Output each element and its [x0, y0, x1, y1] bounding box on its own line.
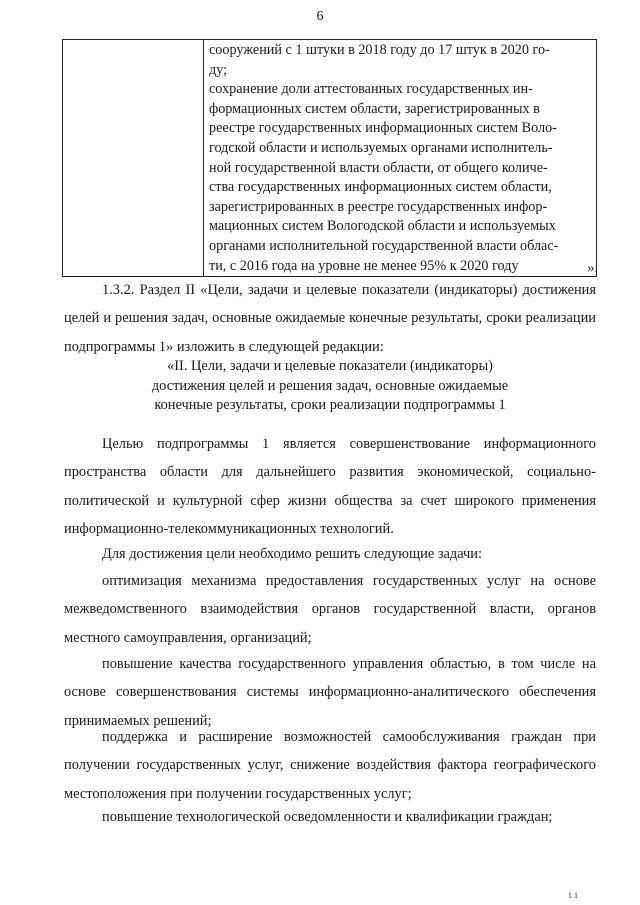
- amendment-paragraph: 1.3.2. Раздел II «Цели, задачи и целевые показатели (индикаторы) достижения целей и решения задач, основные ожидаемые конечные результаты, сроки реализации подпрограммы 1» изложить в следующей редакции:: [64, 282, 596, 355]
- table-cell-right-text: сооружений с 1 штуки в 2018 году до 17 штук в 2020 го- ду; сохранение доли аттестованных государственных ин- формационных систем области, зарегистрированных в реестре государственных информационных систем Воло- годской области и используемых органами исполнитель- ной государственной власти области, от общего количе- ства государственных информационных систем области, зарегистрированных в реестре государственных инфор- мационных систем Вологодской области и используемых органами исполнительной государственной власти облас- ти, с 2016 года на уровне не менее 95% к 2020 году: [209, 42, 559, 274]
- task-item-1: оптимизация механизма предоставления государственных услуг на основе межведомственного взаимодействия органов государственной власти, органов местного самоуправления, организаций;: [64, 573, 596, 646]
- table-row: [63, 40, 597, 277]
- section-title: «II. Цели, задачи и целевые показатели (индикаторы) достижения целей и решения задач, основные ожидаемые конечные результаты, сроки реализации подпрограммы 1: [151, 358, 509, 413]
- tasks-intro: Для достижения цели необходимо решить следующие задачи:: [102, 546, 482, 562]
- corner-mark: 1 1: [568, 891, 578, 900]
- table-cell-left: [63, 40, 204, 277]
- table-cell-left-text: [63, 40, 203, 41]
- task-item-3: поддержка и расширение возможностей самообслуживания граждан при получении государственных услуг, снижение воздействия фактора географического местоположения при получении государственных услуг;: [64, 729, 596, 802]
- task-item-2: повышение качества государственного управления областью, в том числе на основе совершенствования системы информационно-аналитического обеспечения принимаемых решений;: [64, 656, 596, 729]
- closing-quote: ».: [587, 260, 598, 276]
- task-item-4: повышение технологической осведомленности и квалификации граждан;: [102, 809, 553, 825]
- table-cell-right: [204, 40, 597, 277]
- indicators-table-fragment: [62, 39, 597, 277]
- goal-paragraph: Целью подпрограммы 1 является совершенствование информационного пространства области для дальнейшего развития экономической, социально-политической и культурной сфер жизни общества за счет широкого применения информационно-телекоммуникационных технологий.: [64, 436, 596, 538]
- page-number: 6: [316, 9, 324, 24]
